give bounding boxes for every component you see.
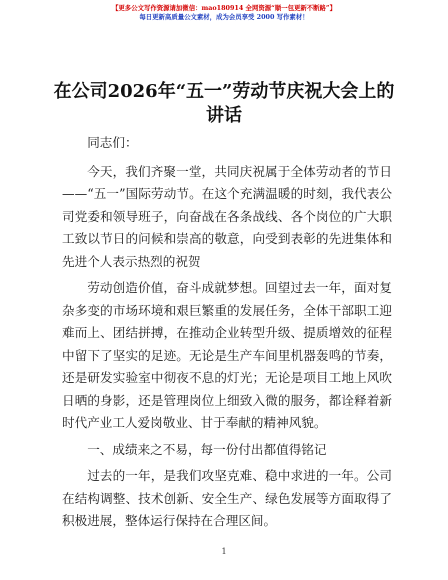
paragraph-3: 过去的一年，是我们攻坚克难、稳中求进的一年。公司在结构调整、技术创新、安全生产、绿色发展等方面取得了积极进展，整体运行保持在合理区间。: [62, 468, 392, 528]
paragraph-2: 劳动创造价值，奋斗成就梦想。回望过去一年，面对复杂多变的市场环境和艰巨繁重的发展任务，全体干部职工迎难而上、团结拼搏，在推动企业转型升级、提质增效的征程中留下了坚实的足迹。无论是生产车间里机器轰鸣的节奏，还是研发实验室中彻夜不息的灯光；无论是项目工地上风吹日晒的身影，还是管理岗位上细致入微的服务，都诠释着新时代产业工人爱岗敬业、甘于奉献的精神风貌。: [62, 280, 392, 430]
header-banner: [0, 4, 448, 22]
banner-line-1: 【更多公文写作资源请加微信：mao180914 全网资源“顺一包更新不断路”】: [112, 4, 336, 12]
banner-line-2: 每日更新高质量公文素材，成为会员享受 2000 写作素材！: [139, 13, 309, 21]
document-body: [62, 132, 392, 537]
salutation: 同志们：: [87, 135, 138, 150]
paragraph-1: 今天，我们齐聚一堂，共同庆祝属于全体劳动者的节日——“五一”国际劳动节。在这个充满温暖的时刻，我代表公司党委和领导班子，向奋战在各条战线、各个岗位的广大职工致以节日的问候和崇高的敬意，向受到表彰的先进集体和先进个人表示热烈的祝贺: [62, 163, 392, 269]
section-heading-1: 一、成绩来之不易，每一份付出都值得铭记: [87, 441, 327, 457]
page-number: 1: [221, 547, 227, 556]
document-title: 在公司2026年“五一”劳动节庆祝大会上的讲话: [53, 81, 395, 126]
